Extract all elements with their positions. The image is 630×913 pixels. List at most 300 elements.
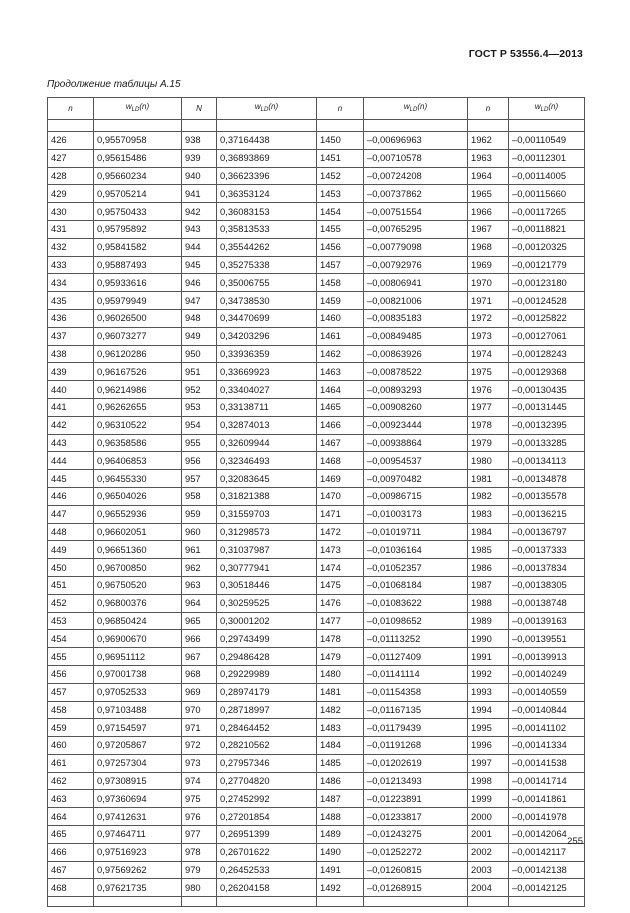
table-row [48, 737, 585, 755]
table-row [48, 790, 585, 808]
value-cell: 0,96651360 [94, 541, 182, 559]
value-cell: –0,00142117 [509, 843, 585, 861]
value-cell: –0,01052357 [364, 559, 468, 577]
value-cell: 0,27201854 [217, 808, 317, 826]
index-cell: 1980 [468, 452, 509, 470]
value-cell: –0,00136215 [509, 505, 585, 523]
table-cell-empty [217, 897, 317, 907]
value-cell: 0,32346493 [217, 452, 317, 470]
value-cell: 0,35544262 [217, 238, 317, 256]
value-cell: 0,96358586 [94, 434, 182, 452]
value-cell: –0,00134113 [509, 452, 585, 470]
value-cell: –0,00139551 [509, 630, 585, 648]
index-cell: 949 [182, 327, 217, 345]
value-cell: 0,96850424 [94, 612, 182, 630]
index-cell: 431 [48, 220, 94, 238]
index-cell: 2000 [468, 808, 509, 826]
table-row [48, 541, 585, 559]
value-cell: 0,27452992 [217, 790, 317, 808]
value-cell: 0,27957346 [217, 754, 317, 772]
value-cell: 0,96455330 [94, 470, 182, 488]
table-row [48, 203, 585, 221]
index-cell: 1989 [468, 612, 509, 630]
index-cell: 1480 [317, 665, 364, 683]
value-cell: –0,00710578 [364, 149, 468, 167]
table-row [48, 292, 585, 310]
value-cell: 0,97412631 [94, 808, 182, 826]
index-cell: 950 [182, 345, 217, 363]
index-cell: 1456 [317, 238, 364, 256]
value-cell: 0,95979949 [94, 292, 182, 310]
table-row [48, 132, 585, 150]
index-cell: 446 [48, 487, 94, 505]
value-cell: 0,95750433 [94, 203, 182, 221]
index-cell: 980 [182, 879, 217, 897]
index-cell: 1458 [317, 274, 364, 292]
index-cell: 466 [48, 843, 94, 861]
index-cell: 960 [182, 523, 217, 541]
value-cell: –0,01036164 [364, 541, 468, 559]
index-cell: 1489 [317, 826, 364, 844]
index-cell: 1975 [468, 363, 509, 381]
index-cell: 1472 [317, 523, 364, 541]
value-cell: –0,00141978 [509, 808, 585, 826]
value-cell: 0,96750520 [94, 576, 182, 594]
value-cell: –0,01019711 [364, 523, 468, 541]
index-cell: 464 [48, 808, 94, 826]
value-cell: 0,36893869 [217, 149, 317, 167]
value-cell: –0,01260815 [364, 861, 468, 879]
index-cell: 1461 [317, 327, 364, 345]
value-cell: 0,35813533 [217, 220, 317, 238]
table-row [48, 665, 585, 683]
value-cell: 0,34738530 [217, 292, 317, 310]
data-table [47, 97, 585, 907]
index-cell: 448 [48, 523, 94, 541]
index-cell: 2004 [468, 879, 509, 897]
index-cell: 1964 [468, 167, 509, 185]
index-cell: 1477 [317, 612, 364, 630]
value-cell: 0,33404027 [217, 381, 317, 399]
index-cell: 1988 [468, 594, 509, 612]
index-cell: 1492 [317, 879, 364, 897]
value-cell: –0,00938864 [364, 434, 468, 452]
table-caption: Продолжение таблицы А.15 [47, 79, 181, 90]
value-cell: 0,35275338 [217, 256, 317, 274]
table-row [48, 345, 585, 363]
value-cell: 0,30518446 [217, 576, 317, 594]
table-row [48, 167, 585, 185]
value-cell: –0,00115660 [509, 185, 585, 203]
value-cell: 0,97569262 [94, 861, 182, 879]
index-cell: 442 [48, 416, 94, 434]
index-cell: 1462 [317, 345, 364, 363]
value-cell: 0,30259525 [217, 594, 317, 612]
standard-designation: ГОСТ Р 53556.4—2013 [468, 48, 583, 60]
table-row [48, 381, 585, 399]
col-header-w1: $w_{LD}(n)$ [94, 98, 182, 120]
index-cell: 942 [182, 203, 217, 221]
index-cell: 1986 [468, 559, 509, 577]
value-cell: 0,95615486 [94, 149, 182, 167]
table-row [48, 220, 585, 238]
value-cell: –0,00134878 [509, 470, 585, 488]
index-cell: 443 [48, 434, 94, 452]
index-cell: 1490 [317, 843, 364, 861]
value-cell: 0,35006755 [217, 274, 317, 292]
value-cell: –0,00137834 [509, 559, 585, 577]
index-cell: 463 [48, 790, 94, 808]
value-cell: –0,00133285 [509, 434, 585, 452]
index-cell: 1485 [317, 754, 364, 772]
table-row [48, 648, 585, 666]
index-cell: 955 [182, 434, 217, 452]
table-cell-empty [509, 897, 585, 907]
index-cell: 429 [48, 185, 94, 203]
index-cell: 1488 [317, 808, 364, 826]
index-cell: 1984 [468, 523, 509, 541]
value-cell: –0,00737862 [364, 185, 468, 203]
index-cell: 1997 [468, 754, 509, 772]
table-cell-empty [94, 897, 182, 907]
value-cell: 0,97360694 [94, 790, 182, 808]
value-cell: –0,00140559 [509, 683, 585, 701]
value-cell: –0,00696963 [364, 132, 468, 150]
index-cell: 958 [182, 487, 217, 505]
value-cell: –0,00139913 [509, 648, 585, 666]
value-cell: –0,00908260 [364, 398, 468, 416]
index-cell: 455 [48, 648, 94, 666]
index-cell: 944 [182, 238, 217, 256]
index-cell: 961 [182, 541, 217, 559]
value-cell: 0,29743499 [217, 630, 317, 648]
table-cell-empty [468, 897, 509, 907]
value-cell: –0,00140844 [509, 701, 585, 719]
index-cell: 959 [182, 505, 217, 523]
value-cell: 0,96310522 [94, 416, 182, 434]
col-header-w3: $w_{LD}(n)$ [364, 98, 468, 120]
index-cell: 1963 [468, 149, 509, 167]
table-row [48, 327, 585, 345]
value-cell: –0,00835183 [364, 309, 468, 327]
col-header-w2: $w_{LD}(n)$ [217, 98, 317, 120]
value-cell: –0,01141114 [364, 665, 468, 683]
value-cell: –0,00124528 [509, 292, 585, 310]
index-cell: 1450 [317, 132, 364, 150]
table-row [48, 879, 585, 897]
index-cell: 1463 [317, 363, 364, 381]
table-row [48, 452, 585, 470]
index-cell: 1460 [317, 309, 364, 327]
value-cell: –0,01223891 [364, 790, 468, 808]
index-cell: 969 [182, 683, 217, 701]
index-cell: 1970 [468, 274, 509, 292]
col-header-n3: n [317, 98, 364, 120]
index-cell: 1969 [468, 256, 509, 274]
index-cell: 1981 [468, 470, 509, 488]
table-row [48, 594, 585, 612]
table-row [48, 416, 585, 434]
index-cell: 963 [182, 576, 217, 594]
col-header-n4: n [468, 98, 509, 120]
index-cell: 941 [182, 185, 217, 203]
index-cell: 1979 [468, 434, 509, 452]
value-cell: 0,97154597 [94, 719, 182, 737]
index-cell: 1467 [317, 434, 364, 452]
table-row [48, 238, 585, 256]
index-cell: 462 [48, 772, 94, 790]
value-cell: 0,95841582 [94, 238, 182, 256]
index-cell: 952 [182, 381, 217, 399]
table-row [48, 363, 585, 381]
index-cell: 452 [48, 594, 94, 612]
table-cell-empty [509, 120, 585, 132]
table-row [48, 683, 585, 701]
table-row [48, 612, 585, 630]
index-cell: 1481 [317, 683, 364, 701]
table-row [48, 559, 585, 577]
index-cell: 427 [48, 149, 94, 167]
table-row [48, 808, 585, 826]
value-cell: 0,26452533 [217, 861, 317, 879]
table-cell-empty [317, 897, 364, 907]
value-cell: –0,01098652 [364, 612, 468, 630]
index-cell: 1473 [317, 541, 364, 559]
value-cell: –0,01068184 [364, 576, 468, 594]
value-cell: 0,28464452 [217, 719, 317, 737]
index-cell: 1479 [317, 648, 364, 666]
value-cell: –0,00142138 [509, 861, 585, 879]
index-cell: 951 [182, 363, 217, 381]
table-row [48, 523, 585, 541]
index-cell: 1992 [468, 665, 509, 683]
index-cell: 954 [182, 416, 217, 434]
index-cell: 1978 [468, 416, 509, 434]
value-cell: –0,00125822 [509, 309, 585, 327]
index-cell: 449 [48, 541, 94, 559]
index-cell: 2001 [468, 826, 509, 844]
table-cell-empty [94, 120, 182, 132]
value-cell: 0,26701622 [217, 843, 317, 861]
value-cell: 0,28718997 [217, 701, 317, 719]
index-cell: 1987 [468, 576, 509, 594]
index-cell: 975 [182, 790, 217, 808]
table-row [48, 470, 585, 488]
index-cell: 1457 [317, 256, 364, 274]
value-cell: –0,01003173 [364, 505, 468, 523]
table-row [48, 772, 585, 790]
value-cell: 0,29229989 [217, 665, 317, 683]
value-cell: –0,00970482 [364, 470, 468, 488]
index-cell: 1972 [468, 309, 509, 327]
index-cell: 444 [48, 452, 94, 470]
table-cell-empty [364, 897, 468, 907]
index-cell: 1476 [317, 594, 364, 612]
value-cell: –0,01202619 [364, 754, 468, 772]
value-cell: 0,96504026 [94, 487, 182, 505]
value-cell: 0,33936359 [217, 345, 317, 363]
index-cell: 1990 [468, 630, 509, 648]
index-cell: 467 [48, 861, 94, 879]
value-cell: 0,95705214 [94, 185, 182, 203]
value-cell: –0,00131445 [509, 398, 585, 416]
value-cell: –0,00136797 [509, 523, 585, 541]
index-cell: 964 [182, 594, 217, 612]
value-cell: –0,01268915 [364, 879, 468, 897]
index-cell: 1998 [468, 772, 509, 790]
value-cell: 0,96800376 [94, 594, 182, 612]
table-row [48, 576, 585, 594]
value-cell: –0,00132395 [509, 416, 585, 434]
value-cell: –0,00893293 [364, 381, 468, 399]
value-cell: –0,01243275 [364, 826, 468, 844]
index-cell: 972 [182, 737, 217, 755]
table-row [48, 487, 585, 505]
value-cell: 0,26951399 [217, 826, 317, 844]
value-cell: 0,34470699 [217, 309, 317, 327]
index-cell: 1451 [317, 149, 364, 167]
index-cell: 1470 [317, 487, 364, 505]
value-cell: –0,00137333 [509, 541, 585, 559]
value-cell: –0,00121779 [509, 256, 585, 274]
value-cell: 0,31037987 [217, 541, 317, 559]
index-cell: 434 [48, 274, 94, 292]
index-cell: 438 [48, 345, 94, 363]
value-cell: –0,00141714 [509, 772, 585, 790]
index-cell: 976 [182, 808, 217, 826]
index-cell: 428 [48, 167, 94, 185]
value-cell: –0,00118821 [509, 220, 585, 238]
value-cell: –0,00114005 [509, 167, 585, 185]
table-row [48, 754, 585, 772]
index-cell: 441 [48, 398, 94, 416]
value-cell: 0,95570958 [94, 132, 182, 150]
index-cell: 445 [48, 470, 94, 488]
index-cell: 433 [48, 256, 94, 274]
index-cell: 946 [182, 274, 217, 292]
value-cell: –0,01113252 [364, 630, 468, 648]
index-cell: 1967 [468, 220, 509, 238]
index-cell: 1464 [317, 381, 364, 399]
col-header-w4: $w_{LD}(n)$ [509, 98, 585, 120]
table-row [48, 505, 585, 523]
index-cell: 1452 [317, 167, 364, 185]
value-cell: 0,96951112 [94, 648, 182, 666]
index-cell: 453 [48, 612, 94, 630]
table-row [48, 274, 585, 292]
index-cell: 1993 [468, 683, 509, 701]
value-cell: –0,00117265 [509, 203, 585, 221]
value-cell: 0,30777941 [217, 559, 317, 577]
table-row [48, 185, 585, 203]
index-cell: 1977 [468, 398, 509, 416]
value-cell: 0,36083153 [217, 203, 317, 221]
value-cell: 0,97464711 [94, 826, 182, 844]
index-cell: 953 [182, 398, 217, 416]
index-cell: 1468 [317, 452, 364, 470]
index-cell: 1965 [468, 185, 509, 203]
index-cell: 1491 [317, 861, 364, 879]
index-cell: 1985 [468, 541, 509, 559]
table-cell-empty [364, 120, 468, 132]
index-cell: 1478 [317, 630, 364, 648]
value-cell: –0,00110549 [509, 132, 585, 150]
index-cell: 447 [48, 505, 94, 523]
index-cell: 1465 [317, 398, 364, 416]
index-cell: 1962 [468, 132, 509, 150]
table-cell-empty [182, 120, 217, 132]
table-spacer-row [48, 897, 585, 907]
index-cell: 1996 [468, 737, 509, 755]
index-cell: 1454 [317, 203, 364, 221]
index-cell: 450 [48, 559, 94, 577]
value-cell: 0,96602051 [94, 523, 182, 541]
value-cell: –0,00863926 [364, 345, 468, 363]
index-cell: 947 [182, 292, 217, 310]
value-cell: 0,29486428 [217, 648, 317, 666]
index-cell: 968 [182, 665, 217, 683]
index-cell: 2003 [468, 861, 509, 879]
index-cell: 1484 [317, 737, 364, 755]
value-cell: –0,00112301 [509, 149, 585, 167]
value-cell: 0,96120286 [94, 345, 182, 363]
value-cell: –0,00986715 [364, 487, 468, 505]
index-cell: 451 [48, 576, 94, 594]
value-cell: –0,00923444 [364, 416, 468, 434]
index-cell: 957 [182, 470, 217, 488]
value-cell: –0,01233817 [364, 808, 468, 826]
index-cell: 1475 [317, 576, 364, 594]
value-cell: –0,00141102 [509, 719, 585, 737]
value-cell: –0,00141538 [509, 754, 585, 772]
value-cell: –0,00142125 [509, 879, 585, 897]
value-cell: –0,00954537 [364, 452, 468, 470]
value-cell: 0,32874013 [217, 416, 317, 434]
index-cell: 1466 [317, 416, 364, 434]
value-cell: 0,32083645 [217, 470, 317, 488]
index-cell: 956 [182, 452, 217, 470]
table-header-row [48, 98, 585, 120]
index-cell: 974 [182, 772, 217, 790]
value-cell: –0,01083622 [364, 594, 468, 612]
value-cell: 0,96214986 [94, 381, 182, 399]
value-cell: 0,36623396 [217, 167, 317, 185]
index-cell: 461 [48, 754, 94, 772]
index-cell: 1486 [317, 772, 364, 790]
index-cell: 465 [48, 826, 94, 844]
index-cell: 1966 [468, 203, 509, 221]
value-cell: –0,00139163 [509, 612, 585, 630]
index-cell: 1983 [468, 505, 509, 523]
value-cell: 0,97052533 [94, 683, 182, 701]
index-cell: 1974 [468, 345, 509, 363]
index-cell: 962 [182, 559, 217, 577]
index-cell: 436 [48, 309, 94, 327]
index-cell: 966 [182, 630, 217, 648]
value-cell: 0,97103488 [94, 701, 182, 719]
value-cell: –0,00765295 [364, 220, 468, 238]
table-row [48, 843, 585, 861]
value-cell: –0,01252272 [364, 843, 468, 861]
index-cell: 456 [48, 665, 94, 683]
index-cell: 1482 [317, 701, 364, 719]
value-cell: 0,95660234 [94, 167, 182, 185]
index-cell: 971 [182, 719, 217, 737]
value-cell: 0,27704820 [217, 772, 317, 790]
index-cell: 1991 [468, 648, 509, 666]
index-cell: 1995 [468, 719, 509, 737]
value-cell: 0,97516923 [94, 843, 182, 861]
